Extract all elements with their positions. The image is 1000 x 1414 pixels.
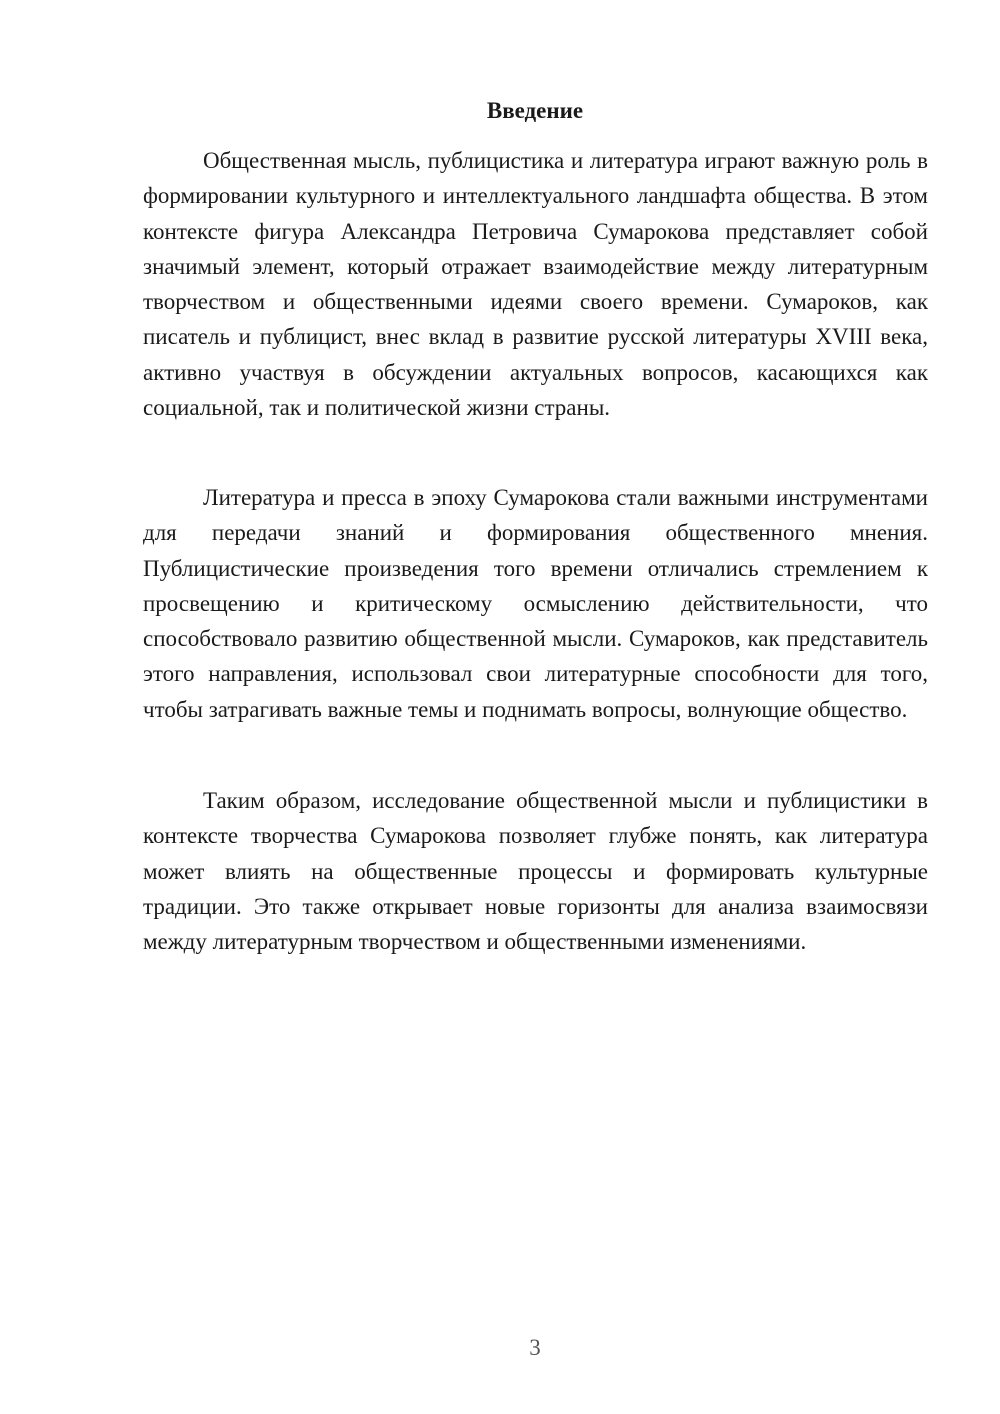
paragraph-1: Общественная мысль, публицистика и литература играют важную роль в формировании культурного и интеллектуального ландшафта общества. В этом контексте фигура Александра Петровича Сумарокова представляет собой значимый элемент, который отражает взаимодействие между литературным творчеством и общественными идеями своего времени. Сумароков, как писатель и публицист, внес вклад в развитие русской литературы XVIII века, активно участвуя в обсуждении актуальных вопросов, касающихся как социальной, так и политической жизни страны.	[143, 148, 928, 421]
section-title: Введение	[486, 98, 584, 123]
page-number: 3	[529, 1335, 541, 1360]
paragraph-2: Литература и пресса в эпоху Сумарокова стали важными инструментами для передачи знаний и формирования общественного мнения. Публицистические произведения того времени отличались стремлением к просвещению и критическому осмыслению действительности, что способствовало развитию общественной мысли. Сумароков, как представитель этого направления, использовал свои литературные способности для того, чтобы затрагивать важные темы и поднимать вопросы, волнующие общество.	[143, 485, 928, 722]
paragraph-3: Таким образом, исследование общественной мысли и публицистики в контексте творчества Сумарокова позволяет глубже понять, как литература может влиять на общественные процессы и формировать культурные традиции. Это также открывает новые горизонты для анализа взаимосвязи между литературным творчеством и общественными изменениями.	[143, 788, 928, 955]
